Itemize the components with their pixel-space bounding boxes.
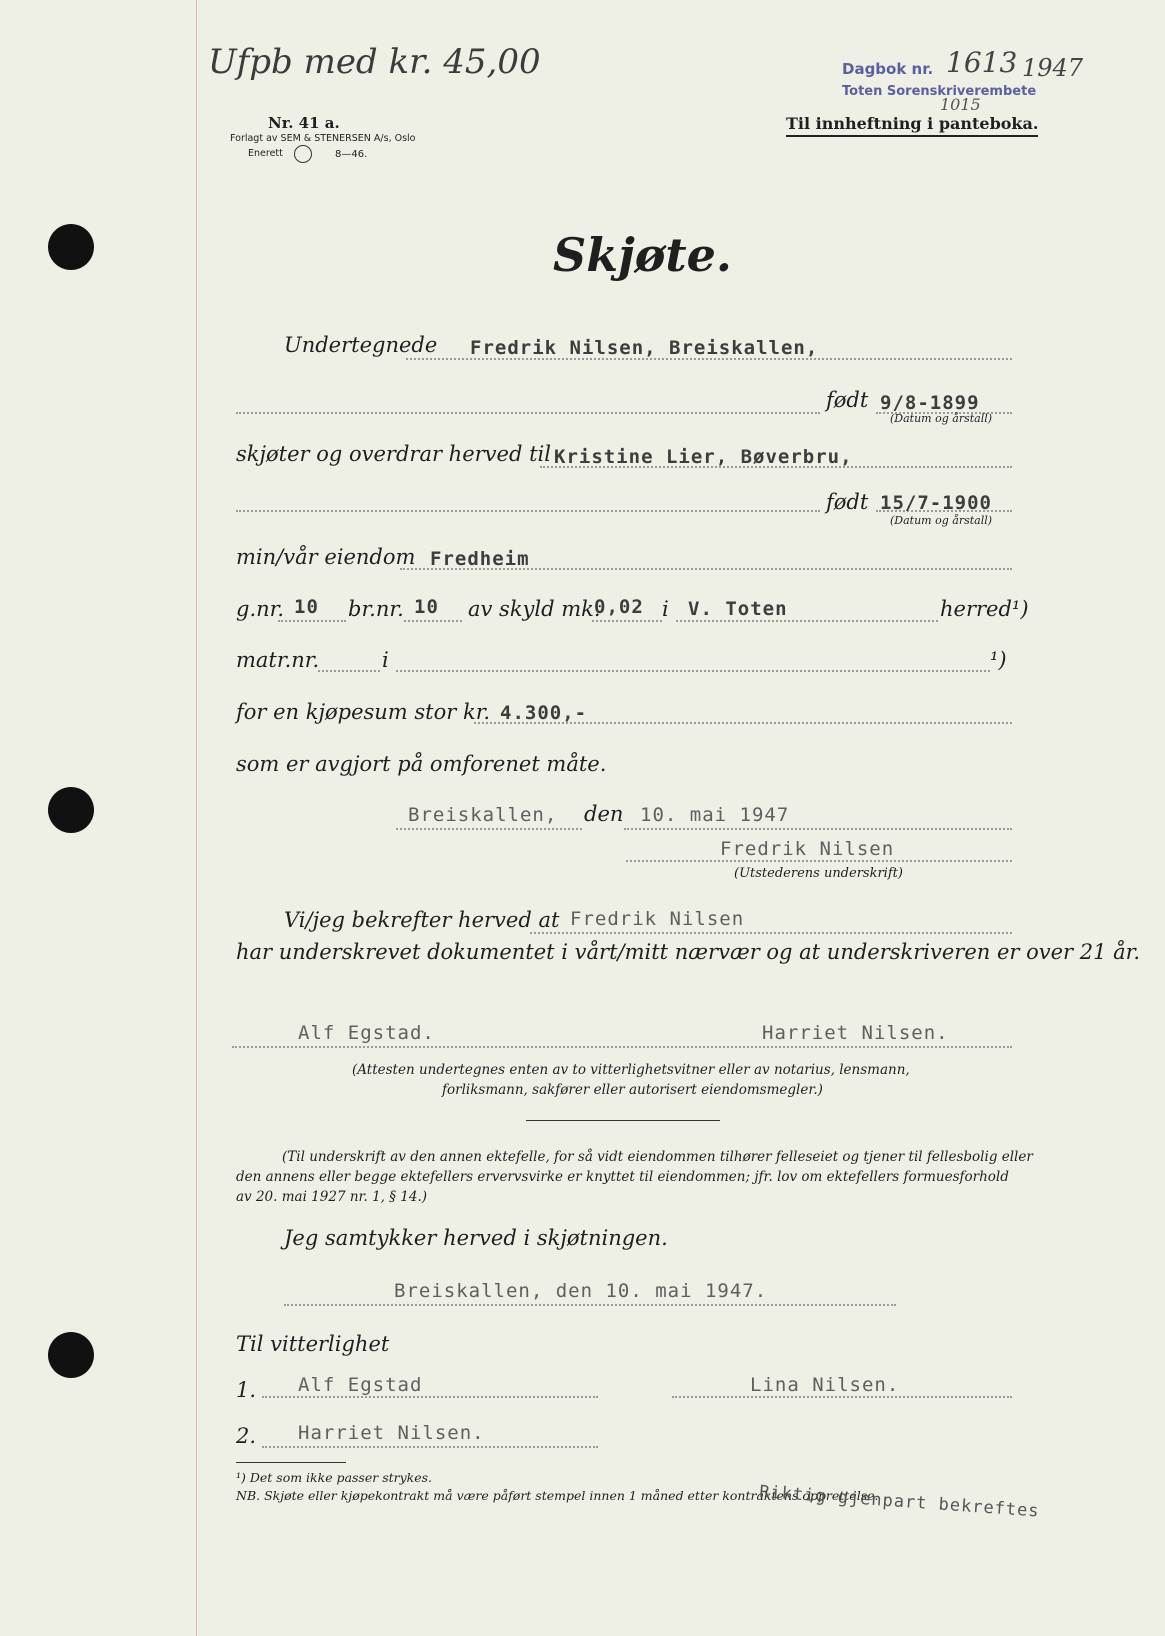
brnr-label: br.nr. [348,597,404,621]
skyld-line [592,620,662,622]
avgjort-text: som er avgjort på omforenet måte. [236,752,607,776]
attest-name: Fredrik Nilsen [570,908,745,930]
witness-number-1: 1. [236,1378,257,1402]
buyer-extra-line [236,510,820,512]
undertegnede-label: Undertegnede [284,333,438,357]
property-name: Fredheim [430,548,530,570]
witness-line [232,1046,1012,1048]
matr-label: matr.nr. [236,648,320,672]
spouse-note-line-3: av 20. mai 1927 nr. 1, § 14.) [236,1189,428,1205]
witness-2-line [262,1446,598,1448]
place-line [396,828,582,830]
punch-hole [48,1332,94,1378]
stamp-second-number: 1015 [940,95,981,114]
signature-line [626,860,1012,862]
date-line [624,828,1012,830]
seller-fodt-label: født [826,388,869,412]
spouse-signer-line [672,1396,1012,1398]
attest-note-line-2: forliksmann, sakfører eller autorisert eiendomsmegler.) [442,1082,823,1098]
publisher-logo-icon [294,145,312,163]
kjopesum-label: for en kjøpesum stor kr. [236,700,491,724]
spouse-signer: Lina Nilsen. [750,1374,900,1396]
nb-note: NB. Skjøte eller kjøpekontrakt må være påført stempel innen 1 måned etter kontraktens opprettelse. [236,1488,879,1503]
punch-hole [48,224,94,270]
edition: 8—46. [335,149,368,160]
buyer-name: Kristine Lier, Bøverbru, [554,446,853,468]
margin-line [196,0,197,1636]
form-number: Nr. 41 a. [268,114,340,132]
date-value: 10. mai 1947 [640,804,790,826]
document-title: Skjøte. [553,228,732,282]
buyer-datum-label: (Datum og årstall) [890,514,993,527]
kjopesum-value: 4.300,- [500,702,588,724]
buyer-born: 15/7-1900 [880,492,992,514]
brnr-value: 10 [414,596,439,618]
herred-line [676,620,938,622]
skyld-value: 0,02 [594,596,644,618]
vitterlighet-label: Til vitterlighet [236,1332,390,1356]
attest-line [530,932,1012,934]
seller-born: 9/8-1899 [880,392,980,414]
gnr-value: 10 [294,596,319,618]
spouse-witness-1: Alf Egstad [298,1374,423,1396]
attest-statement: har underskrevet dokumentet i vårt/mitt nærvær og at underskriveren er over 21 år. [236,940,1141,964]
stamp-dagbok-label: Dagbok nr. [842,60,934,78]
enerett-label: Enerett [248,148,283,159]
buyer-fodt-label: født [826,490,869,514]
consent-text: Jeg samtykker herved i skjøtningen. [284,1226,668,1250]
spouse-place-date: Breiskallen, den 10. mai 1947. [394,1280,768,1302]
attest-witness-2: Harriet Nilsen. [762,1022,949,1044]
seller-datum-label: (Datum og årstall) [890,412,993,425]
attest-note-line-1: (Attesten undertegnes enten av to vitterlighetsvitner eller av notarius, lensmann, [352,1062,910,1078]
publisher: Forlagt av SEM & STENERSEN A/s, Oslo [230,133,416,144]
witness-1-line [262,1396,598,1398]
brnr-line [404,620,462,622]
skyld-label: av skyld mk. [468,597,601,621]
stamp-year: 1947 [1022,54,1084,82]
punch-hole [48,787,94,833]
transfer-label: skjøter og overdrar herved til [236,442,551,466]
stamp-office: Toten Sorenskriverembete [842,84,1037,99]
herred-label: herred¹) [940,597,1029,621]
den-label: den [584,802,624,826]
gnr-line [278,620,346,622]
filing-note: Til innheftning i panteboka. [786,114,1038,137]
copy-confirmed-stamp: Riktig gjenpart bekreftes [758,1482,1041,1522]
herred-value: V. Toten [688,598,788,620]
place-value: Breiskallen, [408,804,558,826]
footnote: ¹) Det som ikke passer strykes. [236,1470,433,1485]
attest-witness-1: Alf Egstad. [298,1022,435,1044]
section-divider [526,1120,720,1121]
spouse-note-line-2: den annens eller begge ektefellers ervervsvirke er knyttet til eiendommen; jfr. lov om ektefellers formuesforhold [236,1169,1009,1185]
footnote-rule [236,1462,346,1463]
matr-place-line [396,670,990,672]
signature-label: (Utstederens underskrift) [734,866,903,881]
attest-label: Vi/jeg bekrefter herved at [284,908,560,932]
spouse-note-line-1: (Til underskrift av den annen ektefelle, for så vidt eiendommen tilhører felleseiet og tjener til fellesbolig eller [282,1149,1033,1165]
seller-name: Fredrik Nilsen, Breiskallen, [470,337,819,359]
gnr-label: g.nr. [236,597,285,621]
handwritten-fee: Ufpb med kr. 45,00 [208,42,541,82]
stamp-dagbok-number: 1613 [946,46,1018,79]
witness-number-2: 2. [236,1424,257,1448]
matr-footnote-ref: ¹) [990,648,1007,672]
herred-i-label: i [662,597,669,621]
matr-i-label: i [382,648,389,672]
signature: Fredrik Nilsen [720,838,895,860]
spouse-date-line [284,1304,896,1306]
eiendom-label: min/vår eiendom [236,545,416,569]
seller-extra-line [236,412,820,414]
spouse-witness-2: Harriet Nilsen. [298,1422,485,1444]
matr-line [318,670,380,672]
